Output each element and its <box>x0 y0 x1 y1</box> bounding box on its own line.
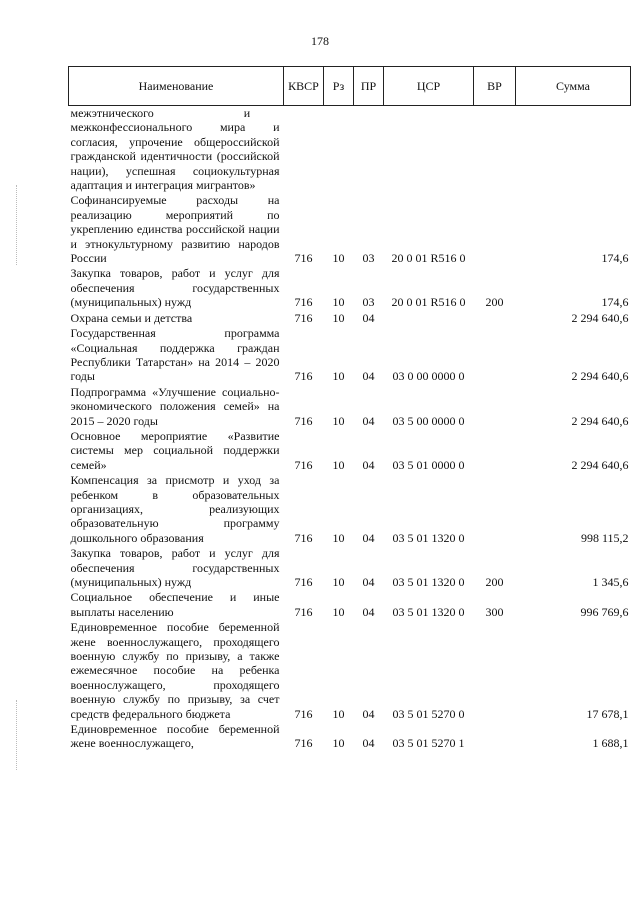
cell-rz: 10 <box>332 251 345 266</box>
cell-csr <box>384 311 474 326</box>
cell-vr <box>474 385 516 429</box>
table-row <box>69 722 631 752</box>
cell-kvsr: 716 <box>294 369 313 384</box>
cell-rz <box>324 106 354 194</box>
cell-name: Закупка товаров, работ и услуг для обеспечения государственных (муниципальных) нужд <box>70 266 280 310</box>
cell-sum: 174,6 <box>601 251 629 266</box>
table-row <box>69 311 631 326</box>
cell-pr: 04 <box>362 530 375 545</box>
cell-sum: 174,6 <box>601 295 629 310</box>
cell-pr: 04 <box>362 369 375 384</box>
cell-kvsr: 716 <box>294 413 313 428</box>
cell-pr: 04 <box>362 310 375 325</box>
cell-vr <box>474 106 516 194</box>
cell-vr <box>474 722 516 752</box>
table-row <box>69 385 631 429</box>
cell-vr: 200 <box>485 575 504 589</box>
cell-vr <box>474 620 516 722</box>
cell-name: Единовременное пособие беременной жене военнослужащего, проходящего военную службу по призыву, а также ежемесячное пособие на ребенка военнослужащего, проходящего военную службу по призыву, за счет средств федерального бюджета <box>70 620 280 721</box>
cell-name: Основное мероприятие «Развитие системы мер социальной поддержки семей» <box>70 428 280 472</box>
cell-kvsr: 716 <box>294 575 313 589</box>
cell-vr <box>474 193 516 266</box>
cell-rz: 10 <box>332 295 345 310</box>
cell-kvsr: 716 <box>294 310 313 325</box>
cell-vr <box>474 311 516 326</box>
cell-rz: 10 <box>332 706 345 721</box>
cell-pr: 03 <box>362 295 375 310</box>
cell-vr <box>474 326 516 385</box>
cell-pr <box>354 106 384 194</box>
cell-csr: 20 0 01 R516 0 <box>391 251 466 266</box>
cell-sum <box>516 106 631 194</box>
cell-kvsr: 716 <box>294 295 313 310</box>
cell-name: Закупка товаров, работ и услуг для обеспечения государственных (муниципальных) нужд <box>70 546 280 589</box>
table-row <box>69 266 631 310</box>
cell-vr <box>474 429 516 473</box>
cell-name: Компенсация за присмотр и уход за ребенком в образовательных организациях, реализующих образовательную программу дошкольного образования <box>70 473 280 545</box>
table-row <box>69 193 631 266</box>
cell-csr: 03 5 00 0000 0 <box>392 413 465 428</box>
cell-sum: 998 115,2 <box>580 530 629 545</box>
header-kvsr: КВСР <box>284 67 324 106</box>
cell-kvsr: 716 <box>294 706 313 721</box>
table-header <box>69 67 631 106</box>
cell-name: Охрана семьи и детства <box>70 310 193 325</box>
table-row <box>69 546 631 590</box>
page-number: 178 <box>311 34 329 48</box>
table-body <box>69 106 631 752</box>
cell-sum: 17 678,1 <box>586 706 629 721</box>
cell-rz: 10 <box>332 604 345 619</box>
cell-name: межэтнического и межконфессионального мира и согласия, упрочение общероссийской гражданской идентичности (российской нации), успешная социокультурная адаптация и интеграция мигрантов» <box>70 106 280 193</box>
cell-csr: 20 0 01 R516 0 <box>391 295 466 310</box>
cell-sum: 1 688,1 <box>592 736 629 751</box>
cell-pr: 04 <box>362 604 375 619</box>
cell-rz: 10 <box>332 310 345 325</box>
margin-scan-marks <box>16 700 18 770</box>
cell-csr: 03 5 01 1320 0 <box>392 575 465 589</box>
cell-sum: 2 294 640,6 <box>571 413 629 428</box>
cell-pr: 04 <box>362 575 375 589</box>
cell-pr: 04 <box>362 706 375 721</box>
cell-csr: 03 5 01 1320 0 <box>392 604 465 619</box>
table-row <box>69 620 631 722</box>
table-row <box>69 429 631 473</box>
header-rz: Рз <box>324 67 354 106</box>
cell-rz: 10 <box>332 413 345 428</box>
cell-vr: 300 <box>485 604 504 619</box>
cell-pr: 04 <box>362 413 375 428</box>
cell-pr: 04 <box>362 457 375 472</box>
cell-sum: 2 294 640,6 <box>571 310 629 325</box>
cell-sum: 2 294 640,6 <box>571 457 629 472</box>
cell-kvsr: 716 <box>294 530 313 545</box>
budget-table <box>68 66 631 752</box>
cell-csr: 03 5 01 1320 0 <box>392 530 465 545</box>
cell-kvsr <box>284 106 324 194</box>
header-name: Наименование <box>69 67 284 106</box>
cell-rz: 10 <box>332 575 345 589</box>
header-vr: ВР <box>474 67 516 106</box>
table-row <box>69 590 631 620</box>
cell-rz: 10 <box>332 736 345 751</box>
cell-kvsr: 716 <box>294 604 313 619</box>
header-pr: ПР <box>354 67 384 106</box>
cell-csr: 03 0 00 0000 0 <box>392 369 465 384</box>
cell-csr: 03 5 01 5270 1 <box>392 736 465 751</box>
cell-sum: 1 345,6 <box>592 575 629 589</box>
cell-rz: 10 <box>332 530 345 545</box>
cell-csr: 03 5 01 0000 0 <box>392 457 465 472</box>
cell-name: Государственная программа «Социальная поддержка граждан Республики Татарстан» на 2014 – 2020 годы <box>70 326 280 384</box>
cell-kvsr: 716 <box>294 457 313 472</box>
cell-kvsr: 716 <box>294 736 313 751</box>
cell-name: Подпрограмма «Улучшение социально-экономического положения семей» на 2015 – 2020 годы <box>70 384 280 428</box>
cell-csr <box>384 106 474 194</box>
cell-name: Софинансируемые расходы на реализацию мероприятий по укреплению единства российской нации и этнокультурному развитию народов России <box>70 193 280 266</box>
cell-rz: 10 <box>332 457 345 472</box>
cell-name: Социальное обеспечение и иные выплаты населению <box>70 590 280 619</box>
table-row <box>69 106 631 194</box>
cell-kvsr: 716 <box>294 251 313 266</box>
cell-csr: 03 5 01 5270 0 <box>392 706 465 721</box>
cell-name: Единовременное пособие беременной жене военнослужащего, <box>70 722 280 751</box>
cell-rz: 10 <box>332 369 345 384</box>
cell-pr: 04 <box>362 736 375 751</box>
header-sum: Сумма <box>516 67 631 106</box>
cell-pr: 03 <box>362 251 375 266</box>
header-csr: ЦСР <box>384 67 474 106</box>
cell-vr: 200 <box>485 295 504 310</box>
cell-sum: 2 294 640,6 <box>571 369 629 384</box>
table-row <box>69 473 631 546</box>
cell-vr <box>474 473 516 546</box>
table-row <box>69 326 631 385</box>
cell-sum: 996 769,6 <box>580 604 629 619</box>
margin-scan-marks <box>16 185 18 265</box>
